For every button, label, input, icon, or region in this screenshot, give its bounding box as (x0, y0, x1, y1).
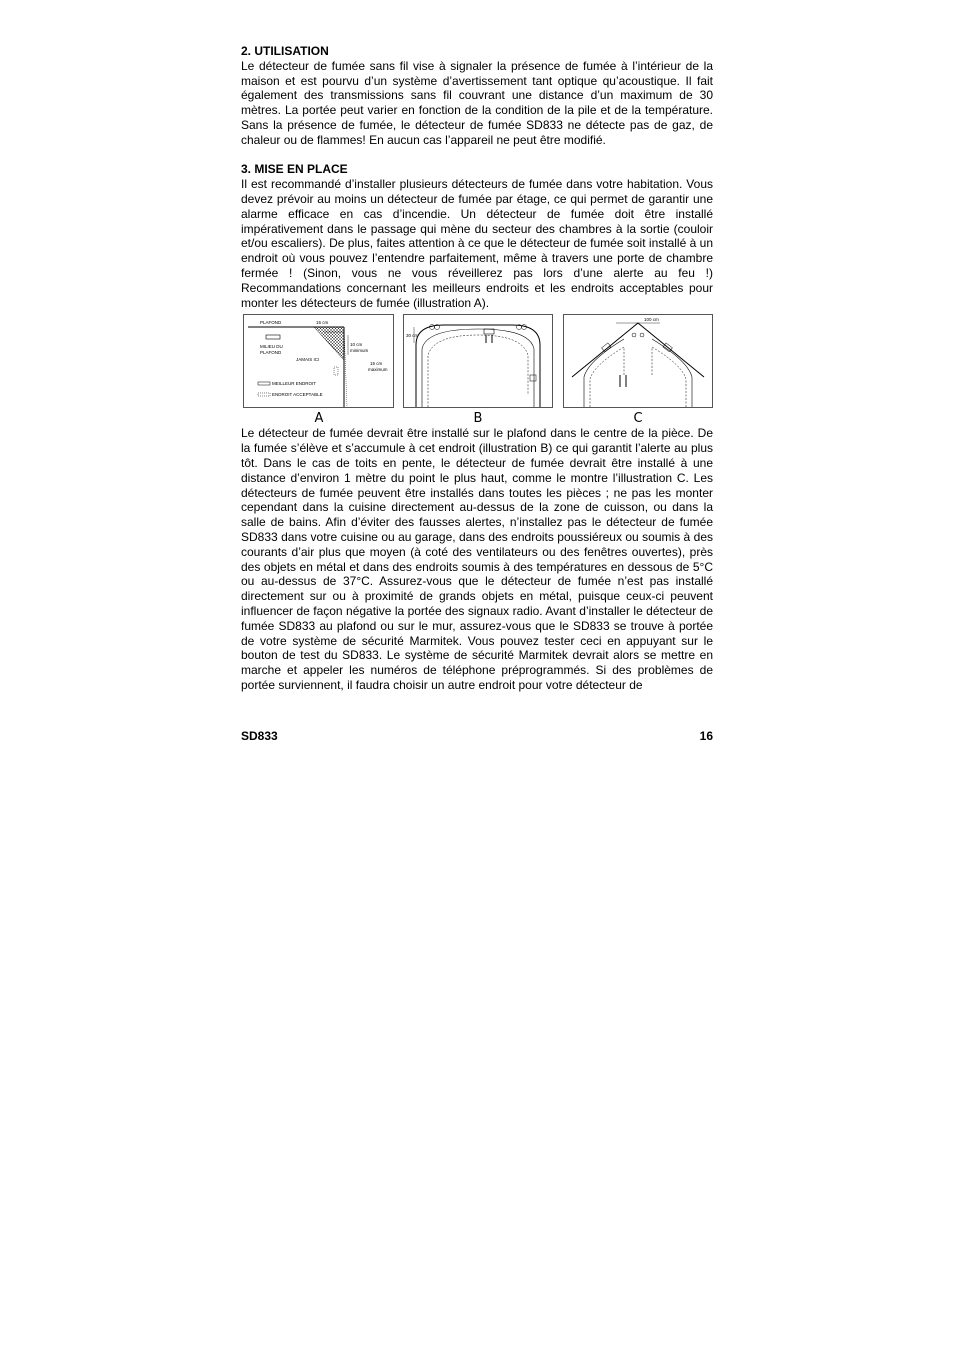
illustration-a-letter: A (314, 411, 324, 427)
label-plafond: PLAFOND (260, 320, 282, 326)
label-dim-min-2: minimum (350, 348, 369, 354)
illustration-a (243, 314, 394, 408)
label-dim-max-2: maximum (368, 367, 388, 373)
label-jamais: JAMAIS ICI (296, 357, 320, 363)
page-footer (241, 729, 713, 743)
label-dim-top: 15 cm (316, 320, 329, 326)
footer-page-number: 16 (699, 729, 713, 743)
label-dim-b: 30 cm (406, 333, 419, 339)
section-title-utilisation: 2. UTILISATION (241, 44, 329, 58)
footer-model: SD833 (241, 729, 278, 743)
legend-best: MEILLEUR ENDROIT (272, 381, 317, 387)
illustration-b (403, 314, 553, 408)
label-milieu: MILIEU DU (260, 344, 283, 350)
label-milieu-2: PLAFOND (260, 350, 282, 356)
paragraph-mise-en-place-1: Il est recommandé d’installer plusieurs détecteurs de fumée dans votre habitation. Vous devez prévoir au moins un détecteur de fumée par étage, ce qui permet de garantir une alarme efficace en cas d’incendie. Un détecteur de fumée doit être installé impérativement dans le passage qui mène du secteur des chambres à la sortie (couloir et/ou escaliers). De plus, faites attention à ce que le détecteur de fumée soit installé à un endroit où vous pouvez l’entendre parfaitement, même à travers une porte de chambre fermée ! (Sinon, vous ne vous réveillerez pas lors d’une alerte au feu !) Recommandations concernant les meilleurs endroits et les endroits acceptables pour monter les détecteurs de fumée (illustration A). (241, 177, 713, 310)
label-dim-max: 15 cm (370, 361, 383, 367)
illustration-c (563, 314, 713, 408)
paragraph-utilisation: Le détecteur de fumée sans fil vise à signaler la présence de fumée à l’intérieur de la maison et est pourvu d’un système d’avertissement tant optique qu’acoustique. Il fait également des transmissions sans fil couvrant une distance d’un maximum de 30 mètres. La portée peut varier en fonction de la condition de la pile et de la température. Sans la présence de fumée, le détecteur de fumée SD833 ne détecte pas de gaz, de chaleur ou de flammes! En aucun cas l’appareil ne peut être modifié. (241, 58, 713, 147)
paragraph-mise-en-place-2: Le détecteur de fumée devrait être installé sur le plafond dans le centre de la pièce. De la fumée s’élève et s’accumule à cet endroit (illustration B) ce qui garantit l’alerte au plus tôt. Dans le cas de toits en pente, le détecteur de fumée devrait être installé à une distance d’environ 1 mètre du point le plus haut, comme le montre l’illustration C. Les détecteurs de fumée peuvent être installés dans toutes les pièces ; ne pas les monter cependant dans la cuisine directement au-dessus de la zone de cuisson, ou dans la salle de bains. Afin d’éviter des fausses alertes, n’installez pas le détecteur de fumée SD833 dans votre cuisine ou au garage, dans des endroits poussiéreux ou soumis à des courants d’air plus que moyen (à coté des ventilateurs ou des fenêtres ouvertes), près des objets en métal et dans des endroits soumis à des températures en dessous de 5°C ou au-dessus de 37°C. Assurez-vous que le détecteur de fumée n’est pas installé directement sur ou à proximité de grands objets en métal, puisque ceux-ci peuvent influencer de façon négative la portée des signaux radio. Avant d’installer le détecteur de fumée SD833 au plafond ou sur le mur, assurez-vous que le SD833 se trouve à portée de votre système de sécurité Marmitek. Vous pouvez tester ceci en appuyant sur le bouton de test du SD833. Le système de sécurité Marmitek devrait alors se mettre en marche et appeler les numéros de téléphone préprogrammés. Si des problèmes de portée surviennent, il faudra choisir un autre endroit pour votre détecteur de (241, 426, 713, 692)
section-title-mise-en-place: 3. MISE EN PLACE (241, 162, 348, 177)
label-dim-min: 10 cm (350, 342, 363, 348)
page-content (241, 44, 713, 693)
illustration-b-letter: B (473, 411, 483, 427)
legend-ok: ENDROIT ACCEPTABLE (272, 392, 323, 398)
illustrations (241, 314, 713, 426)
illustration-c-letter: C (633, 411, 643, 427)
label-dim-c: 100 cm (644, 317, 659, 323)
